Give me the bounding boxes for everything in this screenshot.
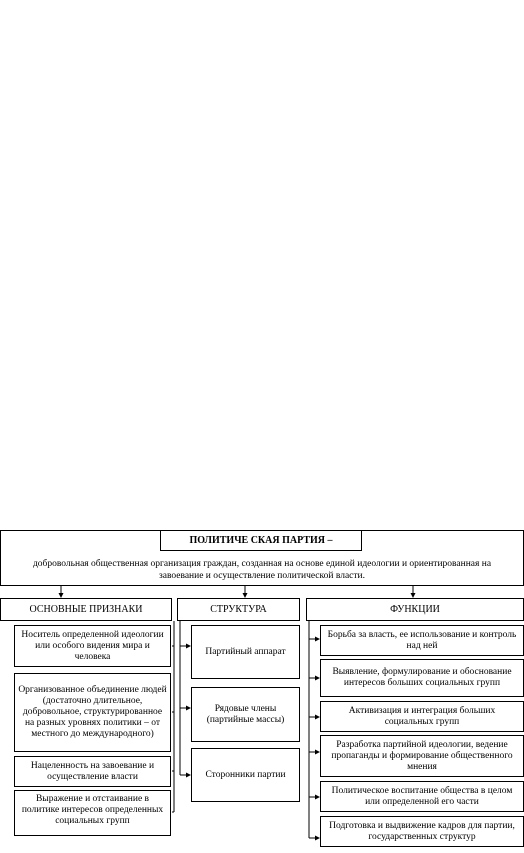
signs-header: ОСНОВНЫЕ ПРИЗНАКИ xyxy=(0,598,172,621)
function-item: Подготовка и выдвижение кадров для партии, государственных структур xyxy=(320,816,524,847)
function-item: Борьба за власть, ее использование и контроль над ней xyxy=(320,625,524,656)
sign-item: Нацеленность на завоевание и осуществление власти xyxy=(14,756,171,787)
structure-header: СТРУКТУРА xyxy=(177,598,300,621)
structure-item: Партийный аппарат xyxy=(191,625,300,679)
diagram-title: ПОЛИТИЧЕ СКАЯ ПАРТИЯ – xyxy=(160,530,362,551)
structure-item: Сторонники партии xyxy=(191,748,300,802)
sign-item: Выражение и отстаивание в политике интересов определенных социальных групп xyxy=(14,790,171,836)
sign-item: Носитель определенной идеологии или особого видения мира и человека xyxy=(14,625,171,667)
structure-item: Рядовые члены (партийные массы) xyxy=(191,687,300,742)
definition-text: добровольная общественная организация граждан, созданная на основе единой идеологии и ориентированная на завоевание и осуществление политической власти. xyxy=(32,559,492,581)
function-item: Выявление, формулирование и обоснование интересов больших социальных групп xyxy=(320,659,524,697)
sign-item: Организованное объединение людей (достаточно длительное, добровольное, структурированное на разных уровнях политики – от местного до международного) xyxy=(14,673,171,752)
function-item: Разработка партийной идеологии, ведение пропаганды и формирование общественного мнения xyxy=(320,735,524,777)
function-item: Политическое воспитание общества в целом или определенной его части xyxy=(320,781,524,812)
functions-header: ФУНКЦИИ xyxy=(306,598,524,621)
function-item: Активизация и интеграция больших социальных групп xyxy=(320,701,524,732)
